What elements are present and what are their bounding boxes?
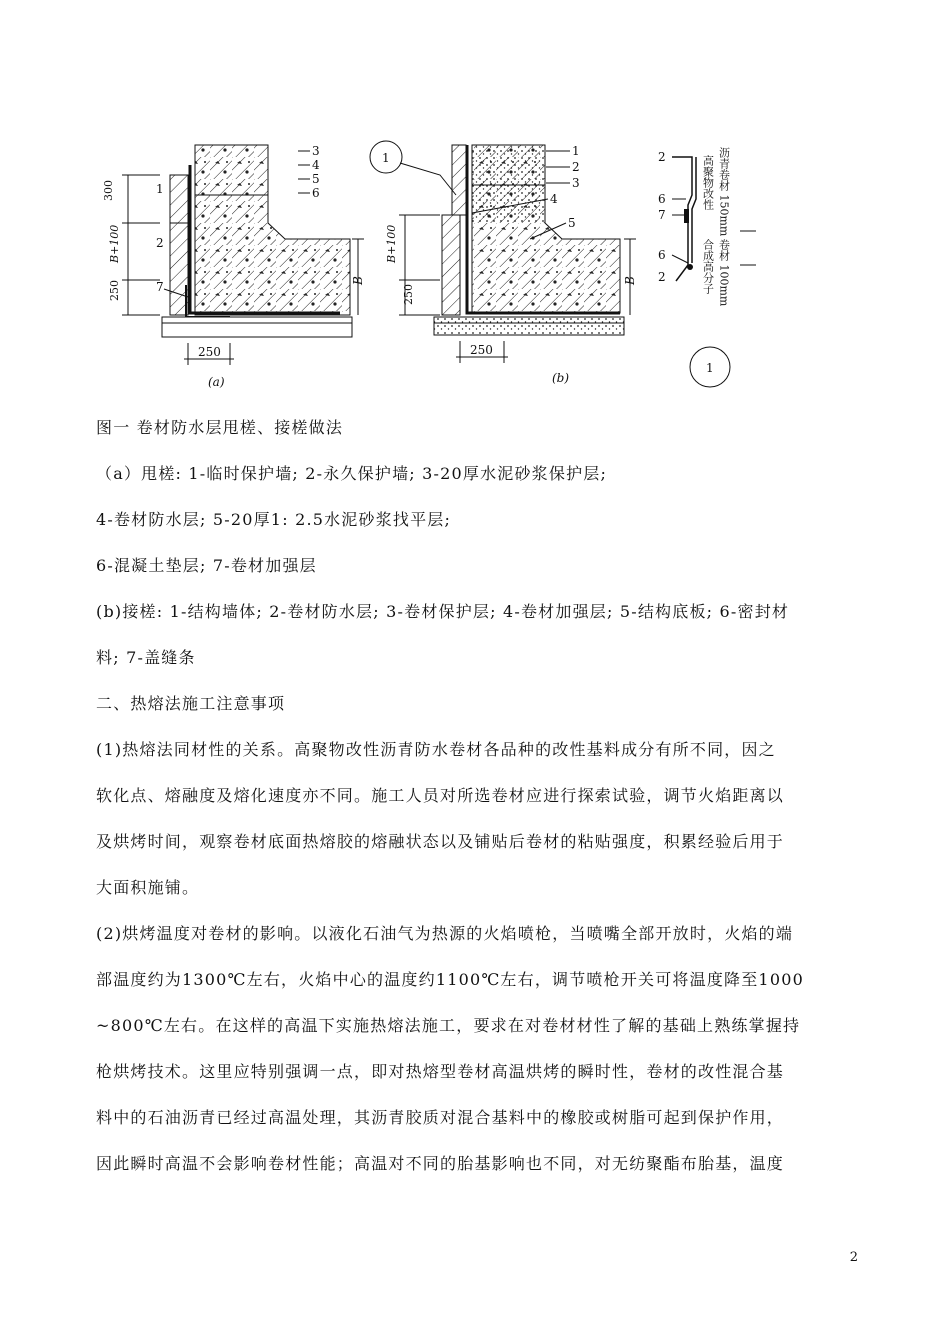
label-b-2: 2 <box>572 160 580 174</box>
figure-waterproofing-details <box>100 135 780 400</box>
callout-b-1: 1 <box>382 151 390 165</box>
label-b-1: 1 <box>572 144 580 158</box>
detail-label-6-bottom: 6 <box>658 248 666 262</box>
dim-a-b: B <box>351 276 365 285</box>
label-a-5: 5 <box>312 172 320 186</box>
figure-title: 图一 卷材防水层甩槎、接槎做法 <box>96 418 344 437</box>
detail-label-7: 7 <box>658 208 666 222</box>
dim-b-b: B <box>623 276 637 285</box>
paragraph-1-line-3: 及烘烤时间，观察卷材底面热熔胶的熔融状态以及铺贴后卷材的粘贴强度，积累经验后用于 <box>96 832 785 851</box>
diagram-b <box>370 141 637 385</box>
paragraph-1-line-2: 软化点、熔融度及熔化速度亦不同。施工人员对所选卷材应进行探索试验，调节火焰距离以 <box>96 786 785 805</box>
paragraph-2-line-3: ~800℃左右。在这样的高温下实施热熔法施工，要求在对卷材材性了解的基础上熟练掌握持 <box>96 1016 801 1035</box>
paragraph-2-line-4: 枪烘烤技术。这里应特别强调一点，即对热熔型卷材高温烘烤的瞬时性，卷材的改性混合基 <box>96 1062 785 1081</box>
label-a-3: 3 <box>312 144 320 158</box>
label-a-2: 2 <box>156 236 164 250</box>
dim-a-300: 300 <box>102 180 115 201</box>
caption-b-line-2: 料; 7-盖缝条 <box>96 648 196 667</box>
label-b-5: 5 <box>568 216 576 230</box>
label-a-7: 7 <box>156 280 164 294</box>
detail-label-6-top: 6 <box>658 192 666 206</box>
detail-text-bottom-2: 卷材 100mm <box>717 239 731 307</box>
page-number: 2 <box>849 1250 858 1265</box>
construction-diagram <box>100 135 780 400</box>
label-b-3: 3 <box>572 176 580 190</box>
paragraph-1-line-4: 大面积施铺。 <box>96 878 200 897</box>
dim-b-250-horizontal: 250 <box>470 343 493 357</box>
label-a-6: 6 <box>312 186 320 200</box>
caption-a-line-1: （a）甩槎: 1-临时保护墙; 2-永久保护墙; 3-20厚水泥砂浆保护层; <box>96 464 608 483</box>
dim-b-250-vertical: 250 <box>402 284 415 305</box>
detail-1 <box>658 147 756 387</box>
section-heading: 二、热熔法施工注意事项 <box>96 694 286 713</box>
dim-a-250-horizontal: 250 <box>198 345 221 359</box>
caption-b-line-1: (b)接槎: 1-结构墙体; 2-卷材防水层; 3-卷材保护层; 4-卷材加强层; 5-结构底板; 6-密封材 <box>96 602 790 621</box>
paragraph-2-line-2: 部温度约为1300℃左右，火焰中心的温度约1100℃左右，调节喷枪开关可将温度降至1000 <box>96 970 804 989</box>
dim-a-250-vertical: 250 <box>108 280 121 301</box>
diagram-a <box>102 144 365 389</box>
detail-text-top-1: 高聚物改性 <box>701 155 715 210</box>
label-a-4: 4 <box>312 158 320 172</box>
paragraph-2-line-5: 料中的石油沥青已经过高温处理，其沥青胶质对混合基料中的橡胶或树脂可起到保护作用， <box>96 1108 785 1127</box>
label-a-1: 1 <box>156 182 164 196</box>
detail-label-2-bottom: 2 <box>658 270 666 284</box>
detail-text-top-2: 沥青卷材 150mm <box>717 147 731 237</box>
caption-a-line-3: 6-混凝土垫层; 7-卷材加强层 <box>96 556 317 575</box>
caption-b: (b) <box>552 371 570 385</box>
caption-a-line-2: 4-卷材防水层; 5-20厚1: 2.5水泥砂浆找平层; <box>96 510 452 529</box>
detail-text-bottom-1: 合成高分子 <box>701 239 715 294</box>
paragraph-1-line-1: (1)热熔法同材性的关系。高聚物改性沥青防水卷材各品种的改性基料成分有所不同，因之 <box>96 740 776 759</box>
caption-a: (a) <box>208 375 225 389</box>
paragraph-2-line-1: (2)烘烤温度对卷材的影响。以液化石油气为热源的火焰喷枪，当喷嘴全部开放时，火焰的端 <box>96 924 794 943</box>
dim-a-b100: B+100 <box>108 224 121 263</box>
label-b-4: 4 <box>550 192 558 206</box>
paragraph-2-line-6: 因此瞬时高温不会影响卷材性能；高温对不同的胎基影响也不同，对无纺聚酯布胎基，温度 <box>96 1154 785 1173</box>
detail-callout: 1 <box>706 361 714 375</box>
dim-b-b100: B+100 <box>385 224 398 263</box>
detail-label-2-top: 2 <box>658 150 666 164</box>
